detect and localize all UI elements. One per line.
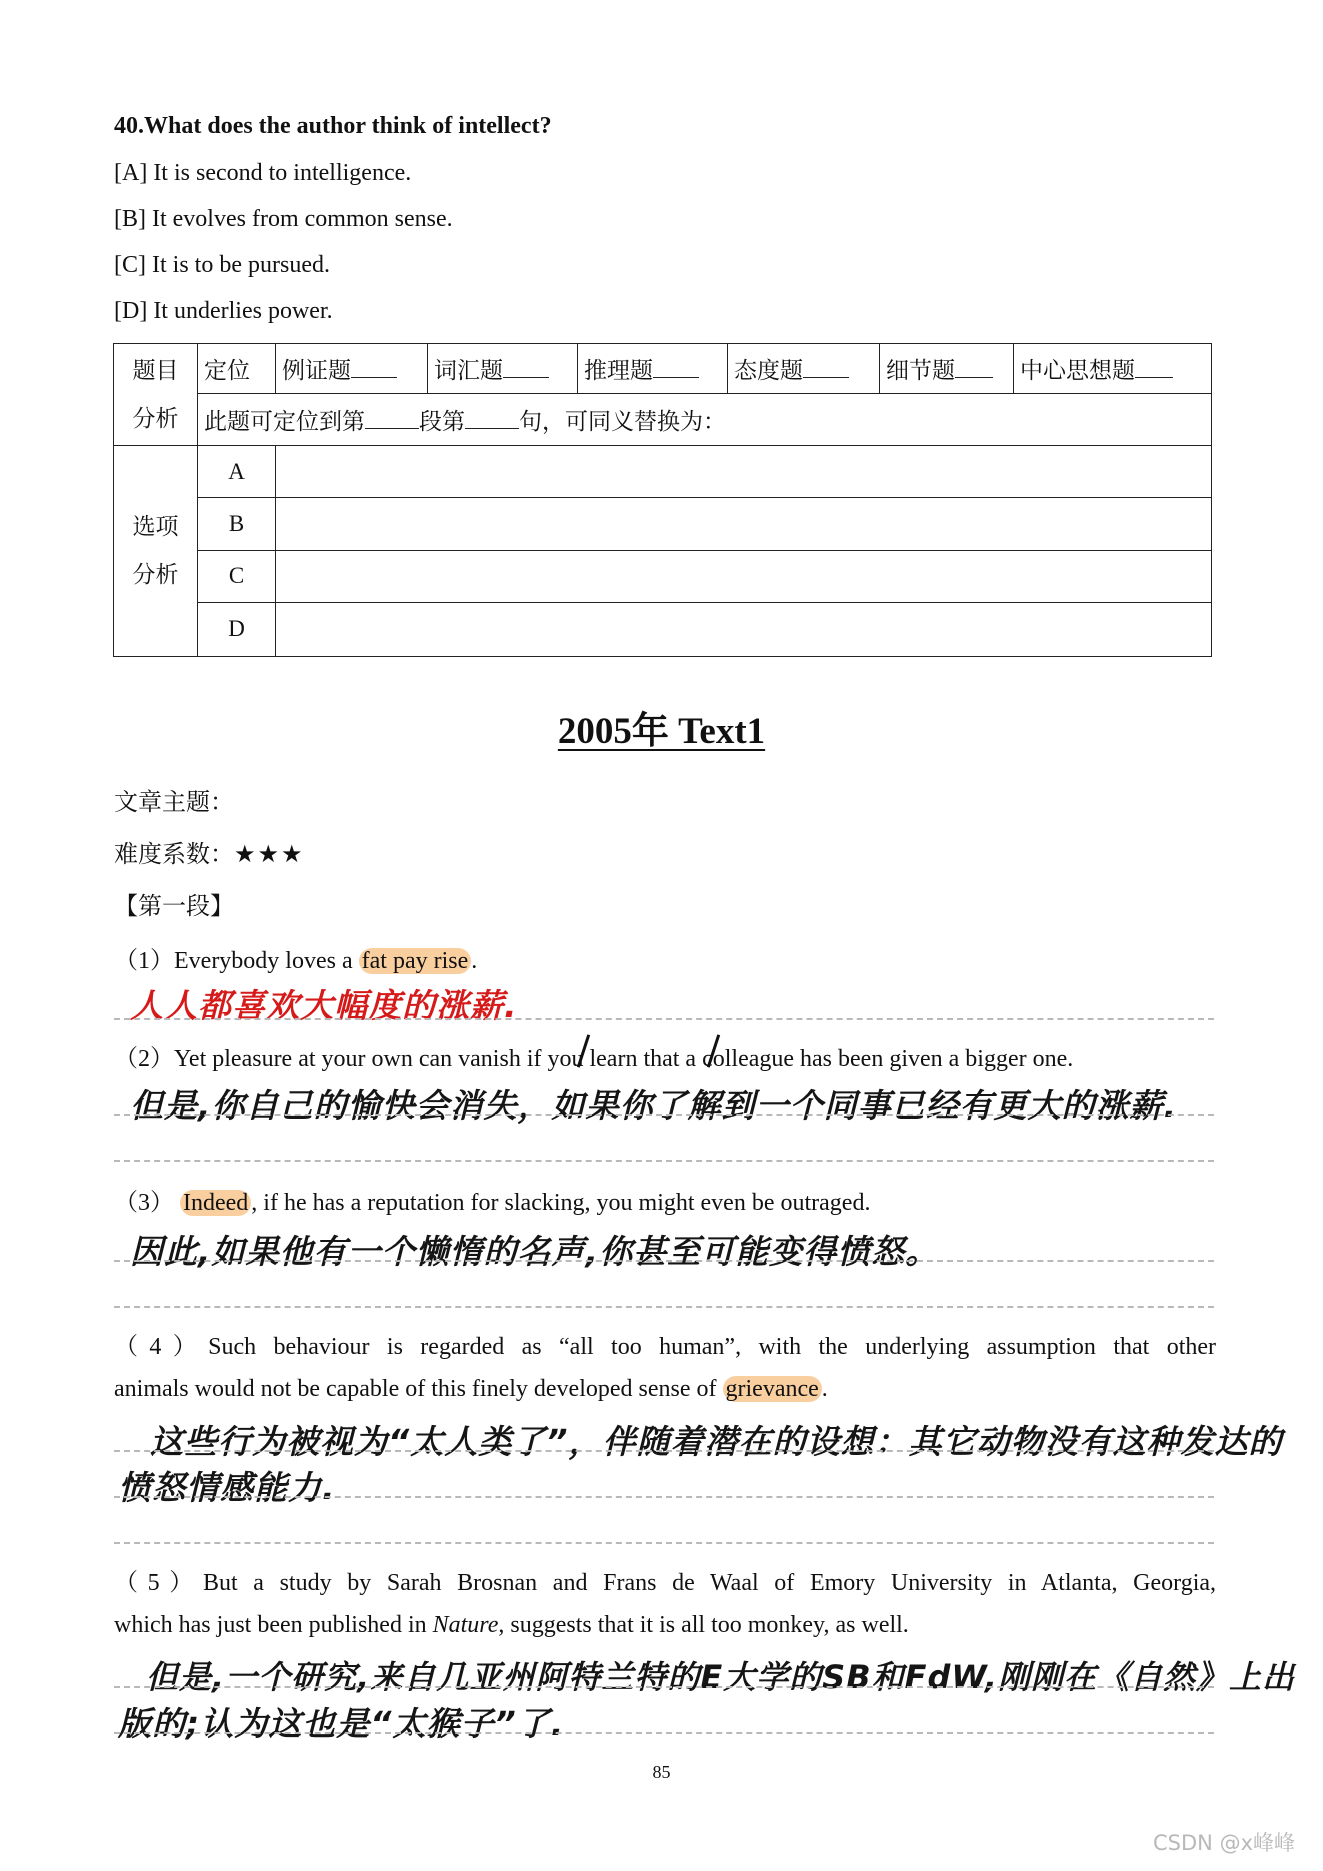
dashed-rule	[114, 1542, 1214, 1544]
option-label-2: 分析	[132, 562, 179, 588]
answer-cell-b[interactable]	[276, 498, 1212, 550]
highlight-grievance: grievance	[723, 1376, 822, 1402]
handwritten-note-3: 因此,如果他有一个懒惰的名声,你甚至可能变得愤怒。	[130, 1232, 940, 1271]
option-a: [A] It is second to intelligence.	[114, 160, 412, 186]
sentence-4-line-1: （4）Such behaviour is regarded as “all too human”, with the underlying assumption that other	[114, 1334, 1217, 1360]
type-attitude: 态度题	[728, 344, 880, 394]
dashed-rule	[114, 1018, 1214, 1020]
option-label-1: 选项	[132, 514, 179, 540]
option-b: [B] It evolves from common sense.	[114, 206, 453, 232]
type-detail: 细节题	[880, 344, 1014, 394]
difficulty-row	[114, 834, 305, 869]
section-title: 2005年 Text1	[557, 711, 766, 752]
question-title: 40.What does the author think of intellect?	[114, 113, 552, 139]
handwritten-note-5a: 但是,一个研究,来自几亚州阿特兰特的E大学的SB和FdW,刚刚在《自然》上出	[146, 1658, 1296, 1696]
paragraph-label: 【第一段】	[114, 892, 234, 920]
locate-sentence: 此题可定位到第 段第 句，可同义替换为：	[198, 394, 1212, 446]
watermark: CSDN @x峰峰	[1153, 1831, 1295, 1855]
dashed-rule	[114, 1306, 1214, 1308]
dashed-rule	[114, 1450, 1214, 1452]
sentence-1: （1）Everybody loves a fat pay rise .	[114, 948, 478, 974]
type-main-idea: 中心思想题	[1014, 344, 1212, 394]
type-example: 例证题	[276, 344, 428, 394]
sentence-3: （3） Indeed , if he has a reputation for slacking, you might even be outraged.	[114, 1190, 871, 1216]
dashed-rule	[114, 1114, 1214, 1116]
row-label-1: 题目	[132, 357, 179, 383]
dashed-rule	[114, 1160, 1214, 1162]
difficulty-stars: ★★★	[234, 840, 305, 868]
answer-cell-d[interactable]	[276, 602, 1212, 656]
letter-d: D	[198, 602, 276, 656]
handwritten-note-4a: 这些行为被视为“太人类了”，伴随着潜在的设想：其它动物没有这种发达的	[150, 1422, 1283, 1461]
analysis-table	[113, 343, 1212, 657]
sentence-5-line-2: which has just been published in Nature, suggests that it is all too monkey, as well.	[114, 1612, 909, 1638]
handwritten-note-1: 人人都喜欢大幅度的涨薪.	[130, 986, 518, 1025]
sentence-2: （2）Yet pleasure at your own can vanish if you learn that a colleague has been given a bigger one.	[114, 1046, 1074, 1072]
handwritten-note-2: 但是,你自己的愉快会消失，如果你了解到一个同事已经有更大的涨薪.	[130, 1086, 1178, 1125]
type-vocabulary: 词汇题	[428, 344, 578, 394]
letter-a: A	[198, 446, 276, 498]
page-number: 85	[652, 1762, 671, 1782]
theme-label: 文章主题：	[114, 788, 234, 816]
question-analysis-label	[114, 344, 198, 446]
dashed-rule	[114, 1260, 1214, 1262]
answer-cell-a[interactable]	[276, 446, 1212, 498]
sentence-5-line-1: （5）But a study by Sarah Brosnan and Frans de Waal of Emory University in Atlanta, Georgia,	[114, 1570, 1217, 1596]
dashed-rule	[114, 1686, 1214, 1688]
letter-c: C	[198, 550, 276, 602]
row-label-2: 分析	[132, 405, 179, 431]
option-analysis-label	[114, 446, 198, 657]
journal-name: Nature	[432, 1612, 499, 1638]
handwritten-note-4b: 愤怒情感能力.	[118, 1468, 336, 1507]
handwritten-note-5b: 版的;认为这也是“太猴子”了.	[118, 1704, 565, 1743]
dashed-rule	[114, 1732, 1214, 1734]
option-d: [D] It underlies power.	[114, 298, 333, 324]
sentence-4-line-2: animals would not be capable of this finely developed sense of grievance .	[114, 1376, 828, 1402]
option-c: [C] It is to be pursued.	[114, 252, 330, 278]
type-inference: 推理题	[578, 344, 728, 394]
letter-b: B	[198, 498, 276, 550]
difficulty-label: 难度系数：	[114, 840, 234, 868]
dashed-rule	[114, 1496, 1214, 1498]
locate-cell: 定位	[198, 344, 276, 394]
highlight-indeed: Indeed	[180, 1190, 251, 1216]
highlight-fat-pay-rise: fat pay rise	[359, 948, 472, 974]
answer-cell-c[interactable]	[276, 550, 1212, 602]
